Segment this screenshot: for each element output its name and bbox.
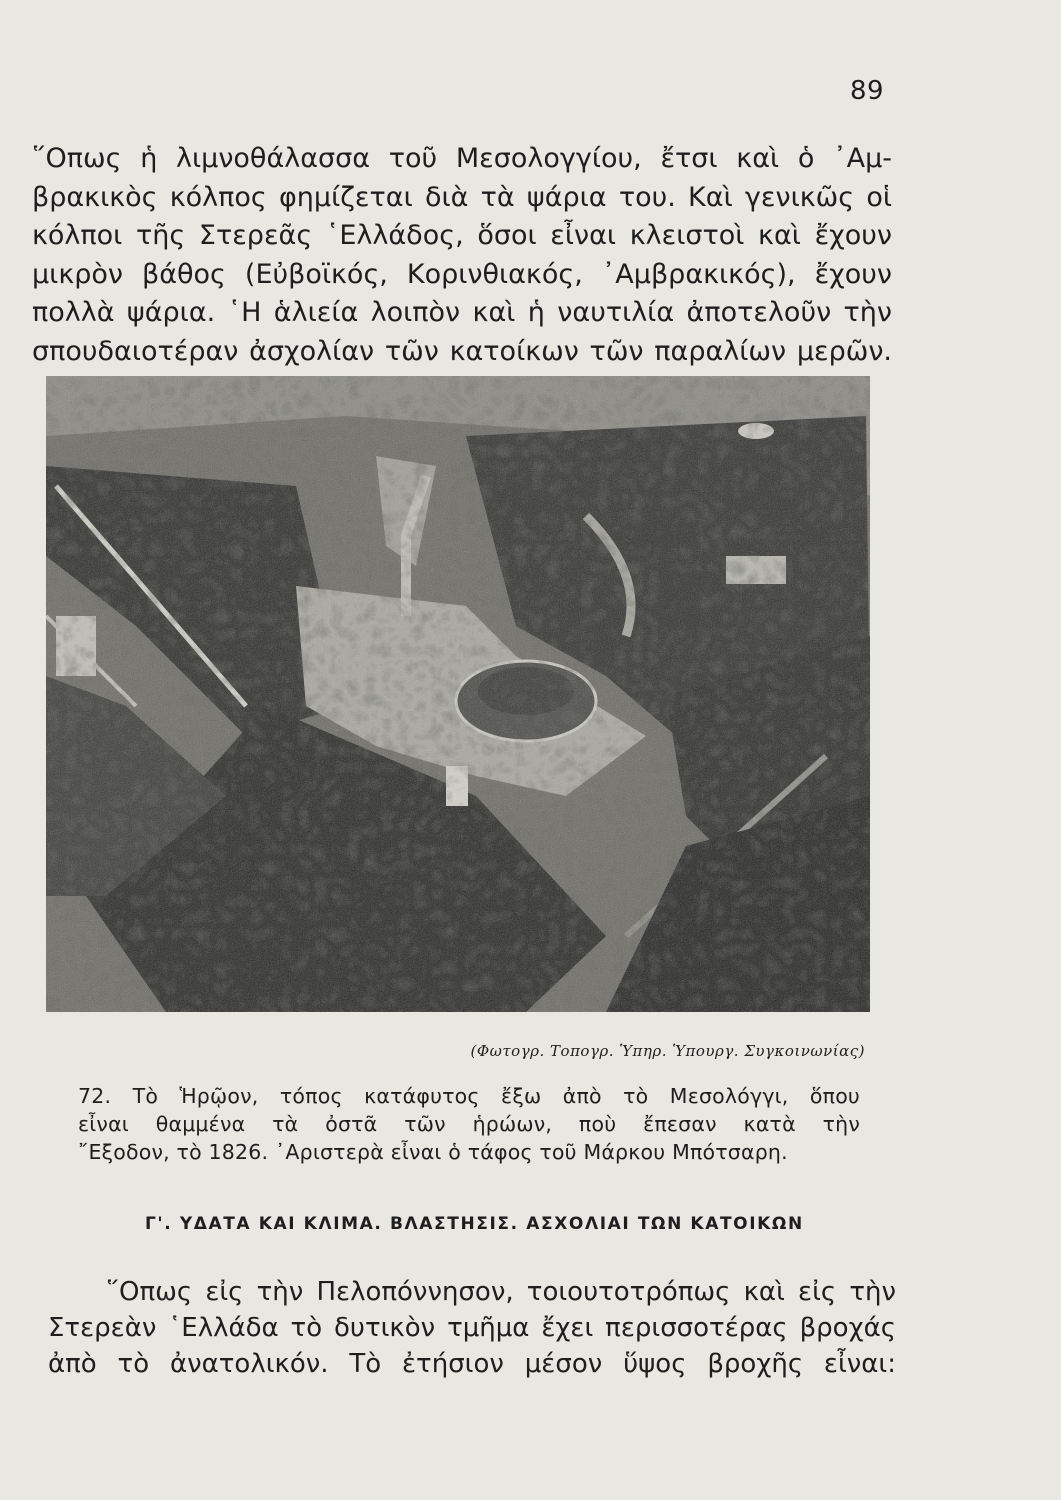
caption-line: ῎Εξοδον, τὸ 1826. ᾿Αριστερὰ εἶναι ὁ τάφος τοῦ Μάρκου Μπότσαρη.	[78, 1140, 788, 1164]
section-heading: Γ'. ΥΔΑΤΑ ΚΑΙ ΚΛΙΜΑ. ΒΛΑΣΤΗΣΙΣ. ΑΣΧΟΛΙΑΙ ΤΩΝ ΚΑΤΟΙΚΩΝ	[145, 1214, 804, 1234]
paragraph-line: Στερεὰν ῾Ελλάδα τὸ δυτικὸν τμῆμα ἔχει περισσοτέρας βροχάς	[48, 1313, 896, 1343]
page-number: 89	[850, 76, 885, 106]
paragraph-line: κόλποι τῆς Στερεᾶς ῾Ελλάδος, ὅσοι εἶναι κλειστοὶ καὶ ἔχουν	[32, 220, 892, 251]
aerial-photo-drawing	[46, 376, 870, 1012]
paragraph-line: πολλὰ ψάρια. ῾Η ἁλιεία λοιπὸν καὶ ἡ ναυτιλία ἀποτελοῦν τὴν	[32, 297, 892, 328]
paragraph-line: ἀπὸ τὸ ἀνατολικόν. Τὸ ἐτήσιον μέσον ὕψος βροχῆς εἶναι:	[48, 1349, 896, 1379]
paragraph-climate	[48, 1274, 896, 1382]
figure-caption	[78, 1082, 860, 1166]
photo-credit: (Φωτογρ. Τοπογρ. Ὑπηρ. Ὑπουργ. Συγκοινωνίας)	[470, 1042, 865, 1060]
caption-line: 72. Τὸ Ἡρῷον, τόπος κατάφυτος ἔξω ἀπὸ τὸ Μεσολόγγι, ὅπου	[78, 1084, 860, 1108]
paragraph-line: σπουδαιοτέραν ἀσχολίαν τῶν κατοίκων τῶν παραλίων μερῶν.	[32, 335, 892, 367]
paragraph-line: βρακικὸς κόλπος φημίζεται διὰ τὰ ψάρια του. Καὶ γενικῶς οἱ	[32, 181, 892, 213]
paragraph-line: ῞Οπως εἰς τὴν Πελοπόννησον, τοιουτοτρόπως καὶ εἰς τὴν	[106, 1277, 896, 1307]
aerial-photo-heroon	[46, 376, 870, 1012]
caption-line: εἶναι θαμμένα τὰ ὀστᾶ τῶν ἡρώων, ποὺ ἔπεσαν κατὰ τὴν	[78, 1112, 860, 1136]
paragraph-intro	[32, 140, 892, 371]
paragraph-line: ῞Οπως ἡ λιμνοθάλασσα τοῦ Μεσολογγίου, ἔτσι καὶ ὁ ᾿Αμ-	[32, 143, 892, 174]
paragraph-line: μικρὸν βάθος (Εὐβοϊκός, Κορινθιακός, ᾿Αμβρακικός), ἔχουν	[32, 258, 892, 290]
